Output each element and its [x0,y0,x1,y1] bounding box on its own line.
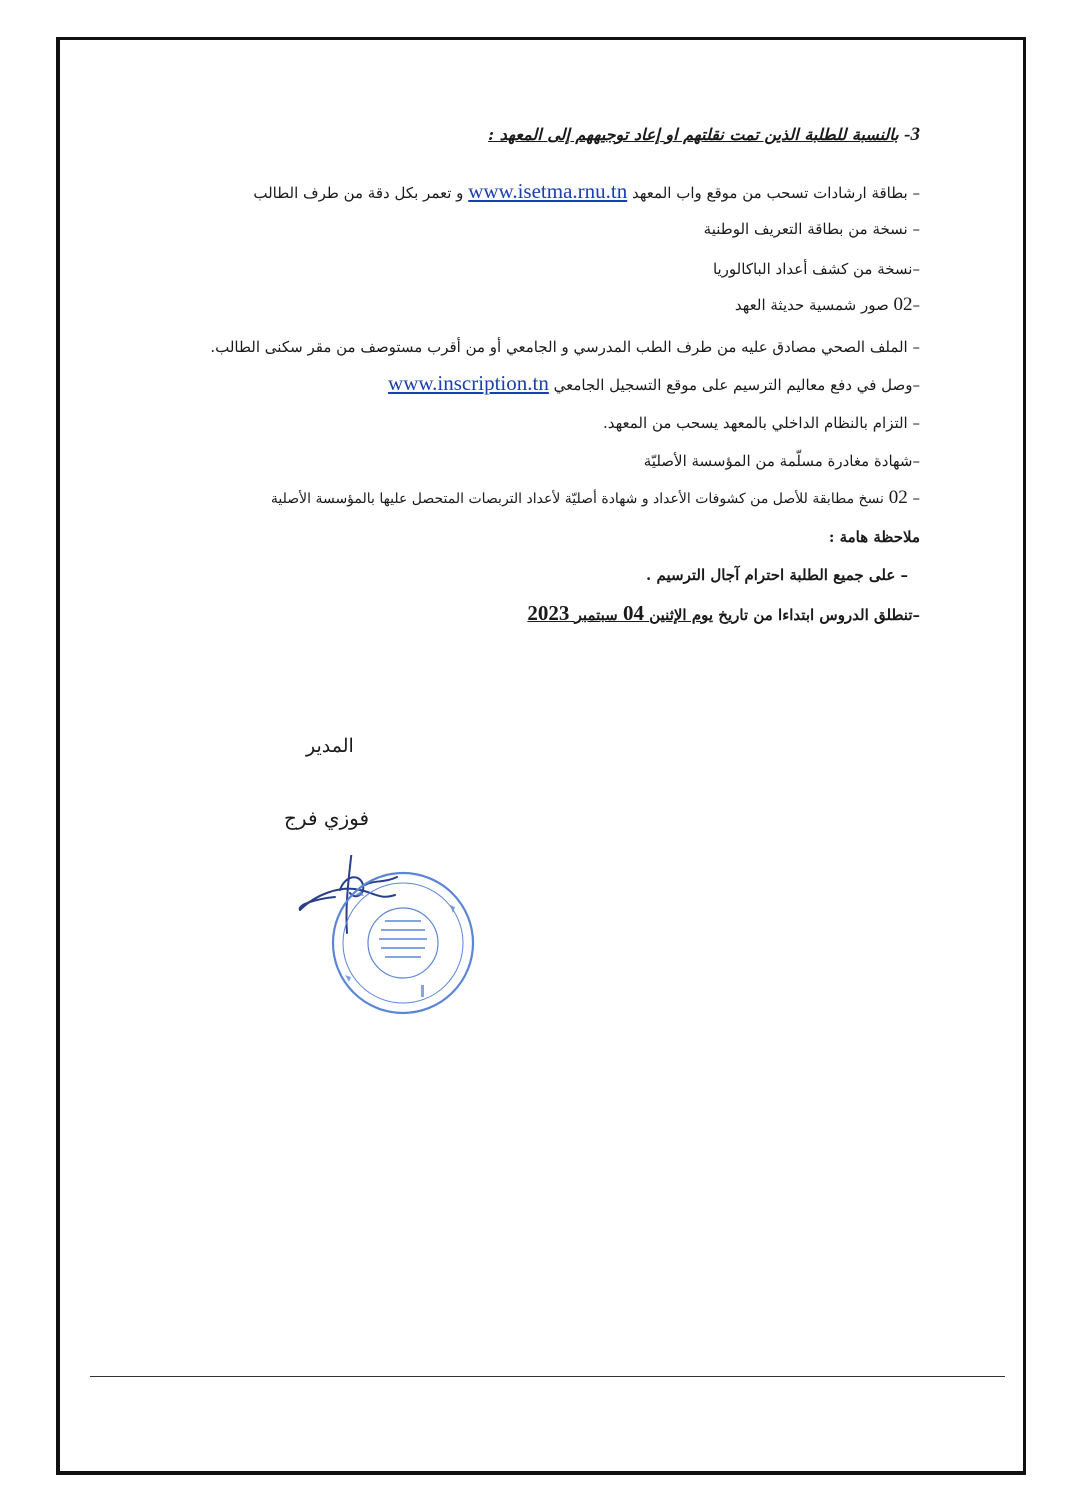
handwritten-signature [300,855,397,933]
list-item: – الملف الصحي مصادق عليه من طرف الطب المدرسي و الجامعي أو من أقرب مستوصف من مقر سكنى الطالب. [210,338,920,356]
footer-divider [90,1376,1005,1377]
official-stamp [285,855,495,1030]
signature-name: فوزي فرج [284,806,370,830]
list-item: –وصل في دفع معاليم الترسيم على موقع التسجيل الجامعي www.inscription.tn [388,371,920,395]
note-title: ملاحظة هامة : [828,528,920,546]
section-heading [488,124,920,146]
list-item: – نسخة من بطاقة التعريف الوطنية [703,220,920,238]
note-line: – على جميع الطلبة احترام آجال الترسيم . [646,566,908,584]
section-heading-text: بالنسبة للطلبة الذين تمت نقلتهم او إعاد توجيههم إلى المعهد : [488,125,899,144]
list-item: –شهادة مغادرة مسلّمة من المؤسسة الأصليّة [643,452,920,470]
list-item: – 02 نسخ مطابقة للأصل من كشوفات الأعداد و شهادة أصليّة لأعداد التربصات المتحصل عليها بالمؤسسة الأصلية [270,487,920,508]
document-border [56,37,1026,1475]
inscription-link[interactable]: www.inscription.tn [388,371,549,395]
note-line: –تنطلق الدروس ابتداءا من تاريخ يوم الإثنين 04 سبتمبر 2023 [527,601,920,625]
list-item: – التزام بالنظام الداخلي بالمعهد يسحب من المعهد. [602,414,920,432]
list-item: – بطاقة ارشادات تسحب من موقع واب المعهد www.isetma.rnu.tn و تعمر بكل دقة من طرف الطالب [253,179,920,203]
signature-title: المدير [306,735,354,757]
list-item: –02 صور شمسية حديثة العهد [734,294,920,315]
isetma-link[interactable]: www.isetma.rnu.tn [468,179,628,203]
stamp-circles [333,873,473,1013]
section-number: 3- [904,124,920,145]
list-item: –نسخة من كشف أعداد الباكالوريا [712,260,920,278]
